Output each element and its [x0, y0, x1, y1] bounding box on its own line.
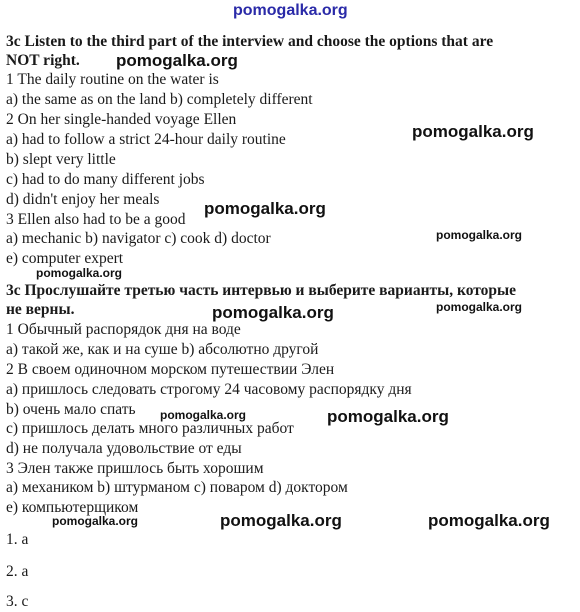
option-2d-en: d) didn't enjoy her meals — [6, 191, 160, 208]
option-3e-ru: e) компьютерщиком — [6, 499, 139, 516]
exercise-title-en-cont: NOT right. — [6, 52, 80, 69]
watermark: pomogalka.org — [428, 511, 550, 530]
answer-1: 1. a — [6, 531, 29, 548]
watermark: pomogalka.org — [436, 228, 523, 242]
option-2c-en: c) had to do many different jobs — [6, 171, 205, 188]
answer-options-3-ru: a) механиком b) штурманом c) поваром d) доктором — [6, 479, 348, 496]
watermark: pomogalka.org — [52, 514, 139, 528]
answer-2: 2. a — [6, 563, 29, 580]
watermark: pomogalka.org — [160, 408, 247, 422]
exercise-title-en: 3c Listen to the third part of the interview and choose the options that are — [6, 33, 494, 50]
watermark: pomogalka.org — [327, 407, 449, 426]
question-2-en: 2 On her single-handed voyage Ellen — [6, 111, 237, 128]
answer-options-1-ru: a) такой же, как и на суше b) абсолютно другой — [6, 341, 319, 358]
watermark: pomogalka.org — [220, 511, 342, 530]
option-2d-ru: d) не получала удовольствие от еды — [6, 440, 242, 457]
watermark: pomogalka.org — [116, 51, 238, 70]
exercise-title-ru: 3c Прослушайте третью часть интервью и выберите варианты, которые — [6, 282, 517, 299]
question-2-ru: 2 В своем одиночном морском путешествии Элен — [6, 361, 335, 378]
watermark: pomogalka.org — [36, 266, 123, 280]
question-1-ru: 1 Обычный распорядок дня на воде — [6, 321, 241, 338]
question-3-ru: 3 Элен также пришлось быть хорошим — [6, 460, 264, 477]
option-2b-ru: b) очень мало спать — [6, 401, 136, 418]
option-2c-ru: c) пришлось делать много различных работ — [6, 420, 294, 437]
option-3e-en: e) computer expert — [6, 250, 124, 267]
watermark-top[interactable]: pomogalka.org — [233, 2, 348, 19]
watermark: pomogalka.org — [212, 303, 334, 322]
watermark: pomogalka.org — [412, 122, 534, 141]
watermark: pomogalka.org — [204, 199, 326, 218]
question-3-en: 3 Ellen also had to be a good — [6, 211, 186, 228]
answer-options-1-en: a) the same as on the land b) completely different — [6, 91, 313, 108]
option-2a-ru: a) пришлось следовать строгому 24 часовому распорядку дня — [6, 381, 412, 398]
option-2b-en: b) slept very little — [6, 151, 116, 168]
answer-options-3-en: a) mechanic b) navigator c) cook d) doctor — [6, 230, 271, 247]
exercise-title-ru-cont: не верны. — [6, 301, 75, 318]
question-1-en: 1 The daily routine on the water is — [6, 71, 219, 88]
watermark: pomogalka.org — [436, 300, 523, 314]
answer-3: 3. c — [6, 593, 29, 610]
option-2a-en: a) had to follow a strict 24-hour daily routine — [6, 131, 286, 148]
